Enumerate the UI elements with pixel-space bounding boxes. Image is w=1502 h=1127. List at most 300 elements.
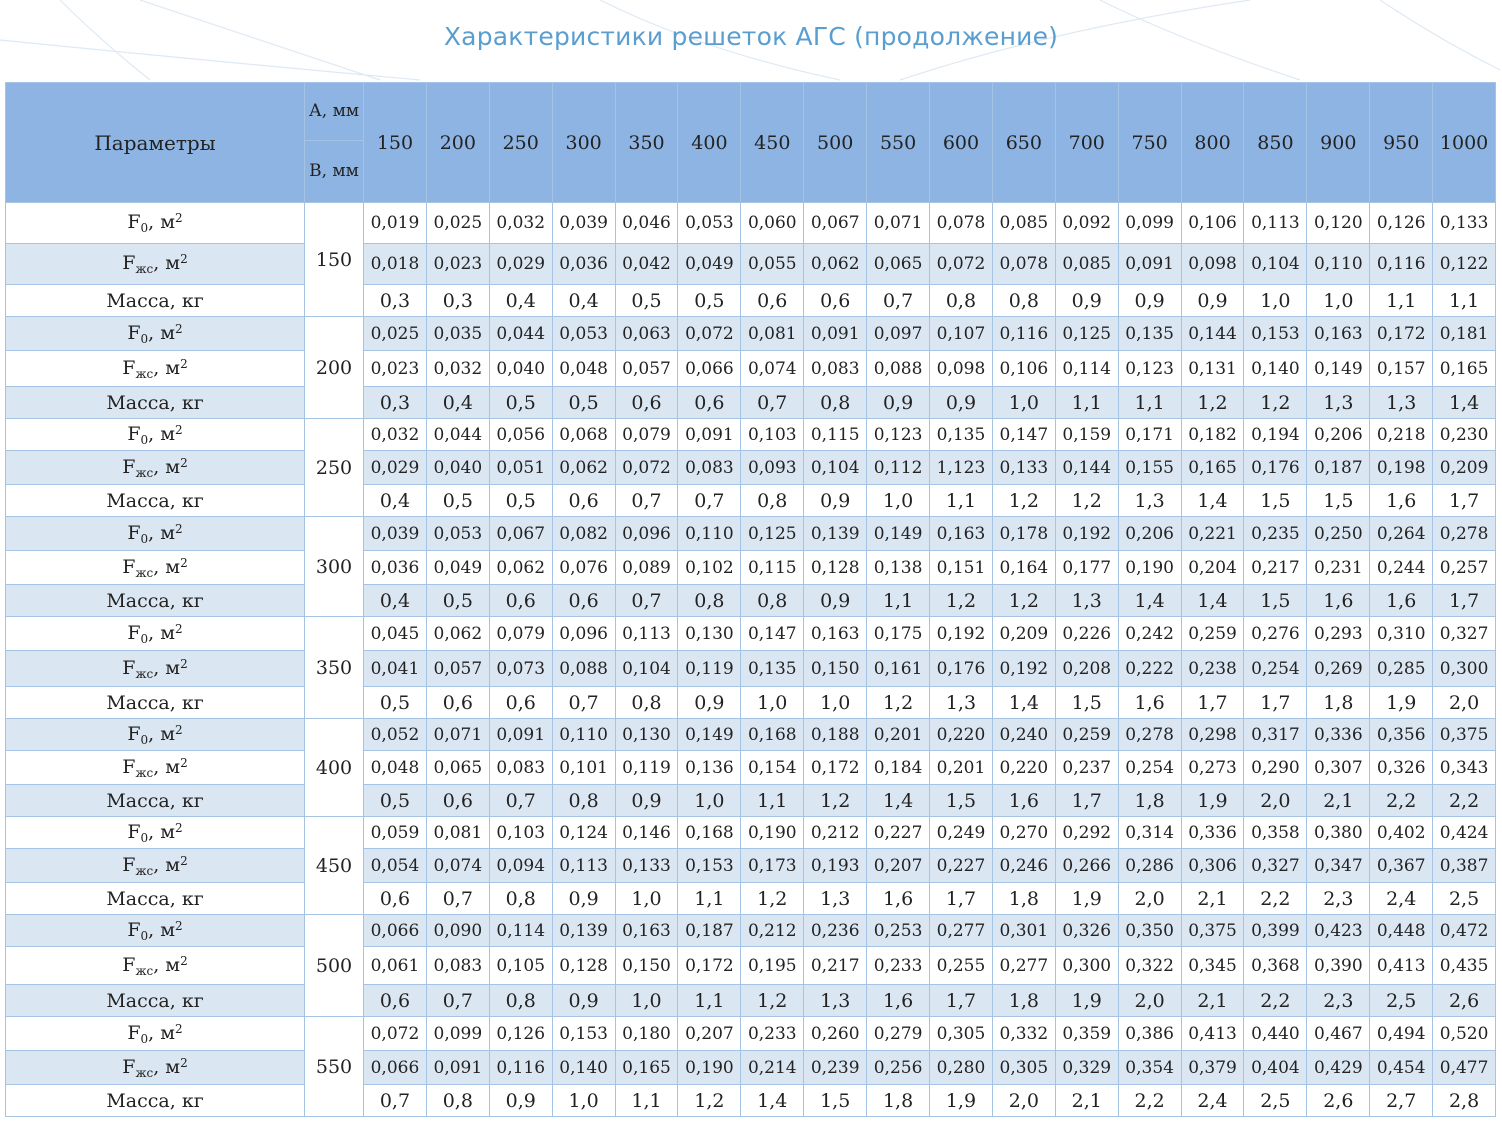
- f0-value-cell: 0,107: [930, 317, 993, 351]
- table-row: [6, 551, 1496, 585]
- param-subscript: жс: [135, 765, 154, 780]
- param-subscript: 0: [140, 631, 149, 646]
- f0-value-cell: 0,168: [678, 817, 741, 849]
- f0-value-cell: 0,149: [678, 719, 741, 751]
- mass-value-cell: 0,4: [426, 387, 489, 419]
- f0-value-cell: 0,209: [992, 617, 1055, 651]
- header-a-value: 250: [489, 83, 552, 203]
- f0-value-cell: 0,159: [1055, 419, 1118, 451]
- fzh-value-cell: 0,088: [867, 351, 930, 387]
- mass-value-cell: 1,0: [615, 985, 678, 1017]
- f0-value-cell: 0,181: [1433, 317, 1496, 351]
- param-unit-exponent: 2: [175, 1021, 183, 1036]
- mass-value-cell: 2,4: [1370, 883, 1433, 915]
- fzh-value-cell: 0,150: [804, 651, 867, 687]
- mass-value-cell: 1,7: [1433, 585, 1496, 617]
- f0-value-cell: 0,099: [1118, 203, 1181, 244]
- table-row: [6, 883, 1496, 915]
- mass-value-cell: 0,4: [552, 285, 615, 317]
- b-value-cell: 150: [305, 203, 364, 317]
- mass-value-cell: 0,6: [364, 883, 427, 915]
- fzh-value-cell: 0,266: [1055, 849, 1118, 883]
- fzh-value-cell: 0,101: [552, 751, 615, 785]
- mass-value-cell: 1,3: [804, 985, 867, 1017]
- fzh-value-cell: 0,112: [867, 451, 930, 485]
- fzh-value-cell: 0,138: [867, 551, 930, 585]
- mass-value-cell: 0,7: [364, 1085, 427, 1117]
- fzh-value-cell: 0,029: [489, 244, 552, 285]
- param-unit: , м: [148, 321, 176, 344]
- fzh-value-cell: 0,277: [992, 947, 1055, 985]
- header-a-label: А, мм: [305, 83, 364, 141]
- fzh-value-cell: 0,023: [364, 351, 427, 387]
- f0-value-cell: 0,139: [552, 915, 615, 947]
- f0-value-cell: 0,230: [1433, 419, 1496, 451]
- fzh-value-cell: 0,106: [992, 351, 1055, 387]
- param-unit-exponent: 2: [180, 656, 188, 671]
- header-a-value: 950: [1370, 83, 1433, 203]
- f0-value-cell: 0,059: [364, 817, 427, 849]
- mass-value-cell: 0,8: [741, 585, 804, 617]
- f0-value-cell: 0,096: [552, 617, 615, 651]
- f0-value-cell: 0,053: [678, 203, 741, 244]
- mass-value-cell: 2,1: [1181, 883, 1244, 915]
- fzh-value-cell: 0,198: [1370, 451, 1433, 485]
- f0-value-cell: 0,060: [741, 203, 804, 244]
- fzh-value-cell: 0,161: [867, 651, 930, 687]
- fzh-value-cell: 0,165: [1433, 351, 1496, 387]
- header-a-value: 300: [552, 83, 615, 203]
- header-a-value: 700: [1055, 83, 1118, 203]
- mass-value-cell: 1,5: [1307, 485, 1370, 517]
- mass-value-cell: 1,4: [1181, 585, 1244, 617]
- param-label-mass: [6, 285, 305, 317]
- mass-value-cell: 0,7: [489, 785, 552, 817]
- mass-value-cell: 1,2: [678, 1085, 741, 1117]
- fzh-value-cell: 0,094: [489, 849, 552, 883]
- fzh-value-cell: 0,413: [1370, 947, 1433, 985]
- fzh-value-cell: 0,154: [741, 751, 804, 785]
- mass-value-cell: 1,9: [1055, 883, 1118, 915]
- f0-value-cell: 0,253: [867, 915, 930, 947]
- f0-value-cell: 0,153: [1244, 317, 1307, 351]
- param-symbol: F: [127, 918, 141, 941]
- mass-value-cell: 0,5: [615, 285, 678, 317]
- mass-value-cell: 0,9: [930, 387, 993, 419]
- mass-value-cell: 1,0: [992, 387, 1055, 419]
- mass-value-cell: 1,8: [867, 1085, 930, 1117]
- f0-value-cell: 0,226: [1055, 617, 1118, 651]
- table-row: [6, 617, 1496, 651]
- mass-value-cell: 1,8: [1307, 687, 1370, 719]
- mass-value-cell: 0,9: [615, 785, 678, 817]
- f0-value-cell: 0,358: [1244, 817, 1307, 849]
- fzh-value-cell: 0,083: [489, 751, 552, 785]
- param-unit: , м: [148, 211, 176, 233]
- mass-value-cell: 0,5: [364, 687, 427, 719]
- fzh-value-cell: 0,208: [1055, 651, 1118, 687]
- fzh-value-cell: 0,149: [1307, 351, 1370, 387]
- f0-value-cell: 0,206: [1307, 419, 1370, 451]
- mass-value-cell: 1,7: [1181, 687, 1244, 719]
- param-label-mass: [6, 1085, 305, 1117]
- param-label-text: Масса, кг: [106, 489, 204, 512]
- f0-value-cell: 0,278: [1118, 719, 1181, 751]
- fzh-value-cell: 0,187: [1307, 451, 1370, 485]
- f0-value-cell: 0,520: [1433, 1017, 1496, 1051]
- mass-value-cell: 1,2: [741, 883, 804, 915]
- param-symbol: F: [122, 455, 136, 478]
- f0-value-cell: 0,375: [1181, 915, 1244, 947]
- fzh-value-cell: 0,062: [804, 244, 867, 285]
- fzh-value-cell: 0,074: [426, 849, 489, 883]
- param-label-text: Масса, кг: [106, 789, 204, 812]
- mass-value-cell: 1,5: [930, 785, 993, 817]
- mass-value-cell: 1,1: [930, 485, 993, 517]
- f0-value-cell: 0,178: [992, 517, 1055, 551]
- mass-value-cell: 0,9: [489, 1085, 552, 1117]
- mass-value-cell: 1,8: [992, 985, 1055, 1017]
- table-row: [6, 1085, 1496, 1117]
- fzh-value-cell: 0,157: [1370, 351, 1433, 387]
- header-a-value: 600: [930, 83, 993, 203]
- mass-value-cell: 2,3: [1307, 985, 1370, 1017]
- fzh-value-cell: 0,049: [678, 244, 741, 285]
- param-unit: , м: [153, 656, 181, 679]
- fzh-value-cell: 0,085: [1055, 244, 1118, 285]
- f0-value-cell: 0,188: [804, 719, 867, 751]
- mass-value-cell: 1,3: [1307, 387, 1370, 419]
- param-unit-exponent: 2: [180, 953, 188, 968]
- table-row: [6, 915, 1496, 947]
- fzh-value-cell: 0,305: [992, 1051, 1055, 1085]
- param-symbol: F: [122, 356, 136, 379]
- param-label-f0: [6, 1017, 305, 1051]
- fzh-value-cell: 0,091: [426, 1051, 489, 1085]
- param-label-fzh: [6, 849, 305, 883]
- fzh-value-cell: 0,072: [930, 244, 993, 285]
- fzh-value-cell: 0,057: [615, 351, 678, 387]
- mass-value-cell: 2,1: [1307, 785, 1370, 817]
- mass-value-cell: 0,6: [804, 285, 867, 317]
- fzh-value-cell: 0,454: [1370, 1051, 1433, 1085]
- f0-value-cell: 0,301: [992, 915, 1055, 947]
- mass-value-cell: 2,2: [1244, 883, 1307, 915]
- fzh-value-cell: 0,048: [552, 351, 615, 387]
- fzh-value-cell: 0,201: [930, 751, 993, 785]
- f0-value-cell: 0,259: [1055, 719, 1118, 751]
- param-label-text: Масса, кг: [106, 887, 204, 910]
- fzh-value-cell: 0,040: [489, 351, 552, 387]
- f0-value-cell: 0,212: [741, 915, 804, 947]
- f0-value-cell: 0,066: [364, 915, 427, 947]
- param-subscript: 0: [140, 331, 149, 346]
- mass-value-cell: 0,9: [1055, 285, 1118, 317]
- mass-value-cell: 0,5: [489, 387, 552, 419]
- f0-value-cell: 0,072: [678, 317, 741, 351]
- f0-value-cell: 0,103: [489, 817, 552, 849]
- f0-value-cell: 0,317: [1244, 719, 1307, 751]
- f0-value-cell: 0,494: [1370, 1017, 1433, 1051]
- table-row: [6, 1017, 1496, 1051]
- mass-value-cell: 0,6: [364, 985, 427, 1017]
- fzh-value-cell: 0,165: [1181, 451, 1244, 485]
- fzh-value-cell: 0,116: [489, 1051, 552, 1085]
- fzh-value-cell: 0,222: [1118, 651, 1181, 687]
- f0-value-cell: 0,278: [1433, 517, 1496, 551]
- mass-value-cell: 1,6: [1370, 585, 1433, 617]
- param-unit: , м: [153, 755, 181, 778]
- f0-value-cell: 0,163: [804, 617, 867, 651]
- b-value-cell: 250: [305, 419, 364, 517]
- param-unit: , м: [148, 521, 176, 544]
- param-symbol: F: [122, 755, 136, 778]
- f0-value-cell: 0,424: [1433, 817, 1496, 849]
- param-symbol: F: [122, 1055, 136, 1078]
- mass-value-cell: 0,7: [741, 387, 804, 419]
- fzh-value-cell: 0,042: [615, 244, 678, 285]
- mass-value-cell: 2,2: [1118, 1085, 1181, 1117]
- f0-value-cell: 0,053: [426, 517, 489, 551]
- fzh-value-cell: 0,177: [1055, 551, 1118, 585]
- param-label-mass: [6, 785, 305, 817]
- fzh-value-cell: 0,153: [678, 849, 741, 883]
- f0-value-cell: 0,250: [1307, 517, 1370, 551]
- param-label-f0: [6, 817, 305, 849]
- fzh-value-cell: 0,029: [364, 451, 427, 485]
- param-symbol: F: [127, 422, 141, 445]
- table-row: [6, 817, 1496, 849]
- fzh-value-cell: 0,184: [867, 751, 930, 785]
- table-row: [6, 317, 1496, 351]
- fzh-value-cell: 0,104: [1244, 244, 1307, 285]
- f0-value-cell: 0,259: [1181, 617, 1244, 651]
- f0-value-cell: 0,068: [552, 419, 615, 451]
- mass-value-cell: 1,1: [1370, 285, 1433, 317]
- fzh-value-cell: 0,173: [741, 849, 804, 883]
- f0-value-cell: 0,235: [1244, 517, 1307, 551]
- f0-value-cell: 0,096: [615, 517, 678, 551]
- mass-value-cell: 0,3: [426, 285, 489, 317]
- fzh-value-cell: 0,076: [552, 551, 615, 585]
- fzh-value-cell: 0,165: [615, 1051, 678, 1085]
- param-unit: , м: [148, 1021, 176, 1044]
- f0-value-cell: 0,044: [489, 317, 552, 351]
- param-subscript: жс: [135, 262, 154, 276]
- f0-value-cell: 0,110: [678, 517, 741, 551]
- mass-value-cell: 0,4: [489, 285, 552, 317]
- f0-value-cell: 0,079: [489, 617, 552, 651]
- param-subscript: жс: [135, 666, 154, 681]
- param-subscript: 0: [140, 432, 149, 447]
- mass-value-cell: 1,9: [1181, 785, 1244, 817]
- f0-value-cell: 0,279: [867, 1017, 930, 1051]
- fzh-value-cell: 0,093: [741, 451, 804, 485]
- f0-value-cell: 0,085: [992, 203, 1055, 244]
- fzh-value-cell: 0,176: [930, 651, 993, 687]
- f0-value-cell: 0,314: [1118, 817, 1181, 849]
- f0-value-cell: 0,130: [615, 719, 678, 751]
- header-a-value: 550: [867, 83, 930, 203]
- fzh-value-cell: 0,105: [489, 947, 552, 985]
- b-value-cell: 300: [305, 517, 364, 617]
- param-unit: , м: [153, 455, 181, 478]
- mass-value-cell: 0,8: [489, 985, 552, 1017]
- f0-value-cell: 0,194: [1244, 419, 1307, 451]
- fzh-value-cell: 0,227: [930, 849, 993, 883]
- fzh-value-cell: 0,055: [741, 244, 804, 285]
- param-symbol: F: [122, 656, 136, 679]
- param-unit: , м: [148, 722, 176, 745]
- table-row: [6, 485, 1496, 517]
- mass-value-cell: 0,6: [426, 687, 489, 719]
- fzh-value-cell: 0,123: [1118, 351, 1181, 387]
- f0-value-cell: 0,044: [426, 419, 489, 451]
- mass-value-cell: 0,9: [552, 985, 615, 1017]
- f0-value-cell: 0,039: [552, 203, 615, 244]
- fzh-value-cell: 0,032: [426, 351, 489, 387]
- fzh-value-cell: 0,217: [1244, 551, 1307, 585]
- mass-value-cell: 0,8: [552, 785, 615, 817]
- mass-value-cell: 2,4: [1181, 1085, 1244, 1117]
- param-label-fzh: [6, 451, 305, 485]
- f0-value-cell: 0,097: [867, 317, 930, 351]
- mass-value-cell: 1,7: [1244, 687, 1307, 719]
- b-value-cell: 400: [305, 719, 364, 817]
- mass-value-cell: 2,0: [1118, 883, 1181, 915]
- f0-value-cell: 0,146: [615, 817, 678, 849]
- fzh-value-cell: 0,307: [1307, 751, 1370, 785]
- b-value-cell: 450: [305, 817, 364, 915]
- f0-value-cell: 0,260: [804, 1017, 867, 1051]
- param-symbol: F: [127, 321, 141, 344]
- f0-value-cell: 0,035: [426, 317, 489, 351]
- f0-value-cell: 0,386: [1118, 1017, 1181, 1051]
- table-row: [6, 751, 1496, 785]
- mass-value-cell: 1,1: [1055, 387, 1118, 419]
- mass-value-cell: 1,0: [867, 485, 930, 517]
- fzh-value-cell: 0,367: [1370, 849, 1433, 883]
- f0-value-cell: 0,218: [1370, 419, 1433, 451]
- f0-value-cell: 0,081: [741, 317, 804, 351]
- mass-value-cell: 0,6: [489, 687, 552, 719]
- param-unit-exponent: 2: [175, 321, 183, 336]
- fzh-value-cell: 0,354: [1118, 1051, 1181, 1085]
- header-a-value: 450: [741, 83, 804, 203]
- param-label-mass: [6, 387, 305, 419]
- f0-value-cell: 0,039: [364, 517, 427, 551]
- table-row: [6, 585, 1496, 617]
- mass-value-cell: 1,2: [930, 585, 993, 617]
- mass-value-cell: 0,5: [489, 485, 552, 517]
- mass-value-cell: 1,0: [552, 1085, 615, 1117]
- header-a-value: 800: [1181, 83, 1244, 203]
- mass-value-cell: 1,9: [1370, 687, 1433, 719]
- param-label-fzh: [6, 751, 305, 785]
- param-subscript: 0: [140, 830, 149, 845]
- mass-value-cell: 1,5: [1244, 485, 1307, 517]
- param-symbol: F: [127, 521, 141, 544]
- mass-value-cell: 1,2: [1244, 387, 1307, 419]
- fzh-value-cell: 0,329: [1055, 1051, 1118, 1085]
- f0-value-cell: 0,207: [678, 1017, 741, 1051]
- param-subscript: 0: [140, 928, 149, 943]
- fzh-value-cell: 0,041: [364, 651, 427, 687]
- fzh-value-cell: 0,306: [1181, 849, 1244, 883]
- f0-value-cell: 0,171: [1118, 419, 1181, 451]
- param-label-mass: [6, 687, 305, 719]
- table-row: [6, 351, 1496, 387]
- param-symbol: F: [127, 820, 141, 843]
- f0-value-cell: 0,092: [1055, 203, 1118, 244]
- table-row: [6, 419, 1496, 451]
- f0-value-cell: 0,298: [1181, 719, 1244, 751]
- mass-value-cell: 1,2: [867, 687, 930, 719]
- param-symbol: F: [127, 722, 141, 745]
- f0-value-cell: 0,079: [615, 419, 678, 451]
- f0-value-cell: 0,052: [364, 719, 427, 751]
- fzh-value-cell: 0,089: [615, 551, 678, 585]
- f0-value-cell: 0,276: [1244, 617, 1307, 651]
- f0-value-cell: 0,071: [426, 719, 489, 751]
- fzh-value-cell: 0,233: [867, 947, 930, 985]
- mass-value-cell: 0,7: [426, 985, 489, 1017]
- mass-value-cell: 0,5: [364, 785, 427, 817]
- fzh-value-cell: 0,083: [426, 947, 489, 985]
- f0-value-cell: 0,180: [615, 1017, 678, 1051]
- f0-value-cell: 0,113: [615, 617, 678, 651]
- param-subscript: жс: [135, 465, 154, 480]
- header-b-label: В, мм: [305, 141, 364, 203]
- f0-value-cell: 0,326: [1055, 915, 1118, 947]
- f0-value-cell: 0,130: [678, 617, 741, 651]
- mass-value-cell: 0,9: [1118, 285, 1181, 317]
- fzh-value-cell: 0,104: [804, 451, 867, 485]
- fzh-value-cell: 0,345: [1181, 947, 1244, 985]
- param-unit-exponent: 2: [175, 521, 183, 536]
- mass-value-cell: 1,4: [867, 785, 930, 817]
- mass-value-cell: 0,6: [552, 485, 615, 517]
- mass-value-cell: 1,7: [930, 985, 993, 1017]
- f0-value-cell: 0,163: [930, 517, 993, 551]
- mass-value-cell: 1,3: [930, 687, 993, 719]
- mass-value-cell: 0,6: [489, 585, 552, 617]
- param-unit: , м: [148, 621, 176, 644]
- mass-value-cell: 0,5: [552, 387, 615, 419]
- fzh-value-cell: 0,066: [364, 1051, 427, 1085]
- mass-value-cell: 1,9: [1055, 985, 1118, 1017]
- mass-value-cell: 0,7: [867, 285, 930, 317]
- table-row: [6, 651, 1496, 687]
- fzh-value-cell: 0,255: [930, 947, 993, 985]
- fzh-value-cell: 0,091: [1118, 244, 1181, 285]
- f0-value-cell: 0,045: [364, 617, 427, 651]
- f0-value-cell: 0,168: [741, 719, 804, 751]
- param-subscript: 0: [140, 1031, 149, 1046]
- mass-value-cell: 1,0: [678, 785, 741, 817]
- fzh-value-cell: 0,327: [1244, 849, 1307, 883]
- header-a-value: 900: [1307, 83, 1370, 203]
- fzh-value-cell: 0,404: [1244, 1051, 1307, 1085]
- fzh-value-cell: 0,322: [1118, 947, 1181, 985]
- fzh-value-cell: 0,237: [1055, 751, 1118, 785]
- param-label-fzh: [6, 351, 305, 387]
- fzh-value-cell: 0,133: [992, 451, 1055, 485]
- mass-value-cell: 1,1: [678, 883, 741, 915]
- fzh-value-cell: 0,254: [1244, 651, 1307, 687]
- f0-value-cell: 0,187: [678, 915, 741, 947]
- f0-value-cell: 0,090: [426, 915, 489, 947]
